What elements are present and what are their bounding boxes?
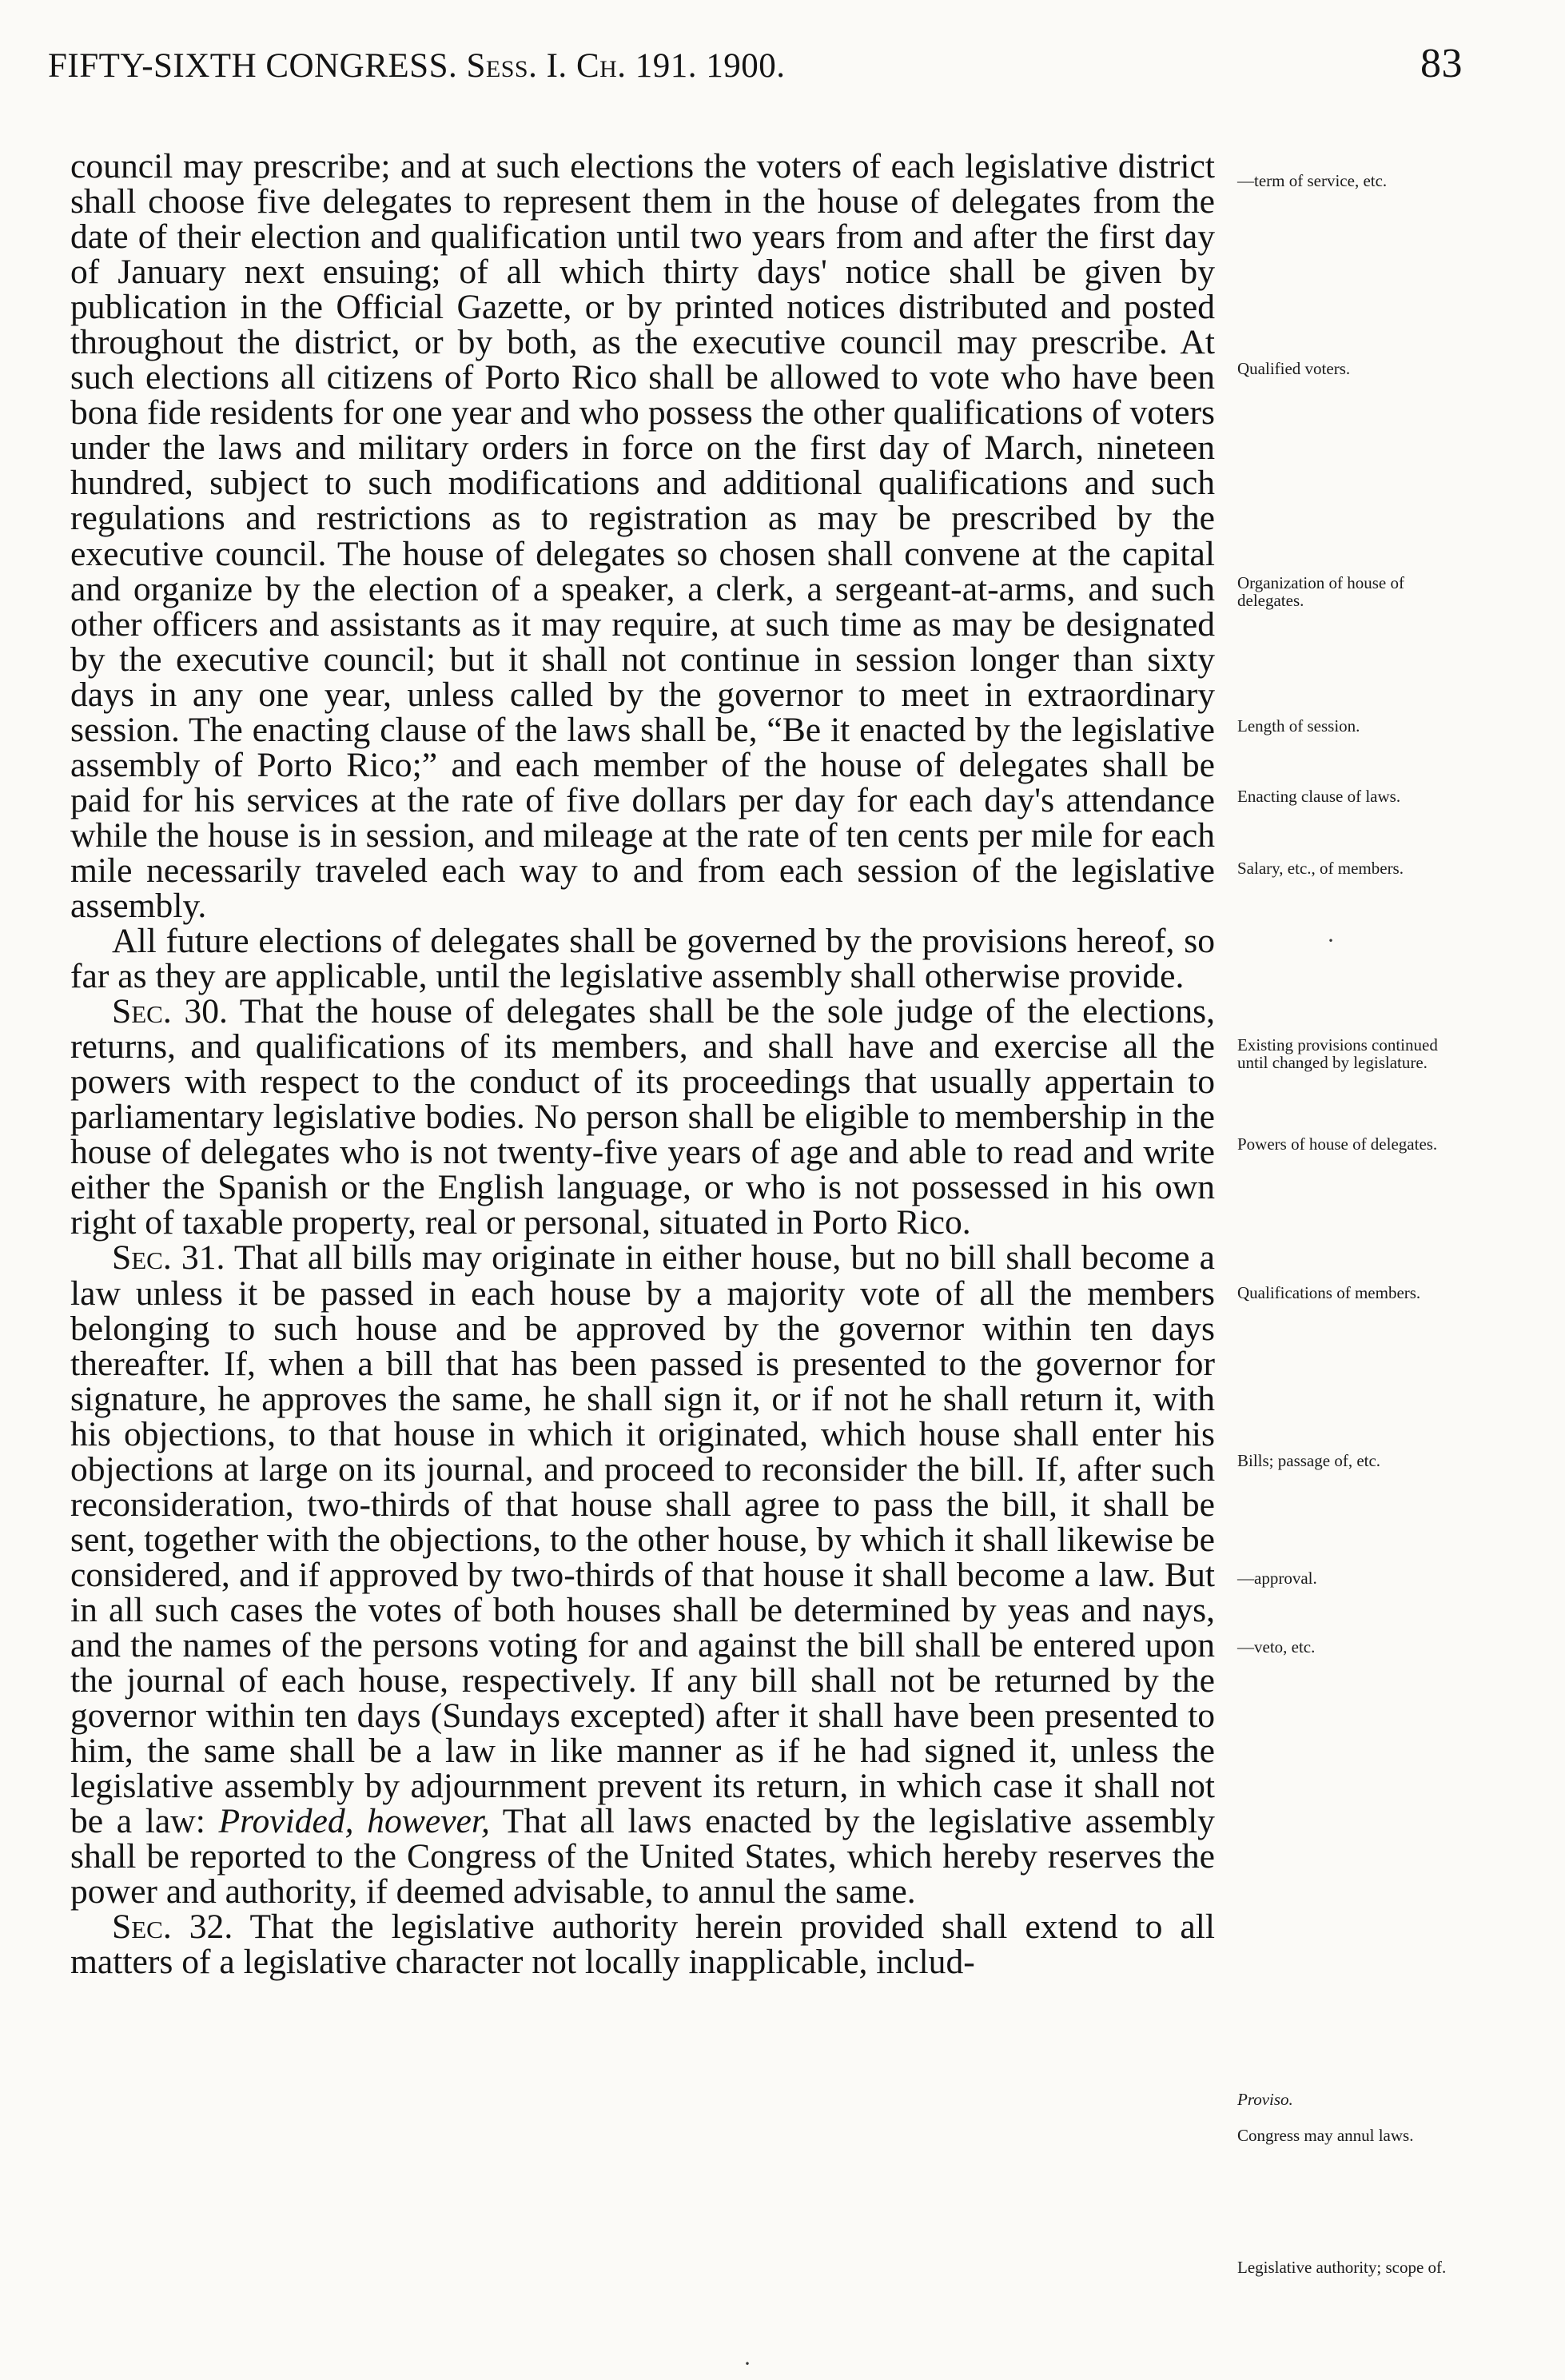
section-text: That the house of delegates shall be the sole judge of the elections, returns, and qualifications of its members, and shall have and exercise all the powers with respect to the conduct of its proceedings that usually appertain to parliamentary legislative bodies. No person shall be eligible to membership in the house of delegates who is not twenty-five years of age and able to read and write either the Spanish or the English language, or who is not possessed in his own right of taxable property, real or personal, situated in Porto Rico. <box>70 992 1215 1242</box>
side-note: —approval. <box>1237 1569 1317 1588</box>
side-note: Qualifications of members. <box>1237 1283 1421 1302</box>
page-number: 83 <box>1420 41 1463 86</box>
print-speck: · <box>743 2350 751 2377</box>
side-note: Powers of house of delegates. <box>1237 1134 1438 1154</box>
side-note: Organization of house of delegates. <box>1237 573 1404 610</box>
side-note: Existing provisions continued until changed by legislature. <box>1237 1035 1438 1072</box>
section-number: Sec. 30. <box>112 992 228 1031</box>
section-text: That all bills may originate in either house, but no bill shall become a law unless it be passed in each house by a majority vote of all the members belonging to such house and be approved by the governor within ten days thereafter. If, when a bill that has been passed is presented to the governor for signature, he approves the same, he shall sign it, or if not he shall return it, with his objections, to that house in which it originated, which house shall enter his objections at large on its journal, and proceed to reconsider the bill. If, after such reconsideration, two-thirds of that house shall agree to pass the bill, it shall be sent, together with the objections, to the other house, by which it shall likewise be considered, and if approved by two-thirds of that house it shall become a law. But in all such cases the votes of both houses shall be determined by yeas and nays, and the names of the persons voting for and against the bill shall be entered upon the journal of each house, respectively. If any bill shall not be returned by the governor within ten days (Sundays excepted) after it shall have been presented to him, the same shall be a law in like manner as if he had signed it, unless the legislative assembly by adjournment prevent its return, in which case it shall not be a law: <box>70 1238 1215 1841</box>
header-session: Sess. I. <box>466 47 567 85</box>
side-note: Salary, etc., of members. <box>1237 859 1404 878</box>
section-30 <box>70 994 1215 1240</box>
header-chapter: Ch. 191. <box>575 47 698 85</box>
paragraph-text: All future elections of delegates shall be governed by the provisions hereof, so far as they are applicable, until the legislative assembly shall otherwise provide. <box>70 922 1215 996</box>
running-header <box>48 41 1463 102</box>
side-note: Congress may annul laws. <box>1237 2126 1414 2145</box>
side-note: —term of service, etc. <box>1237 171 1388 190</box>
section-text-continued: That all laws enacted by the legislative assembly shall be reported to the Congress of the United States, which hereby reserves the power and authority, if deemed advisable, to annul the same. <box>70 1802 1215 1912</box>
section-number: Sec. 32. <box>112 1908 233 1947</box>
side-note: Length of session. <box>1237 716 1360 736</box>
side-note: Legislative authority; scope of. <box>1237 2258 1447 2277</box>
paragraph-text: council may prescribe; and at such elections the voters of each legislative district shall choose five delegates to represent them in the house of delegates from the date of their election and qualification until two years from and after the first day of January next ensuing; of all which thirty days' notice shall be given by publication in the Official Gazette, or by printed notices distributed and posted throughout the district, or by both, as the executive council may prescribe. At such elections all citizens of Porto Rico shall be allowed to vote who have been bona fide residents for one year and who possess the other qualifications of voters under the laws and military orders in force on the first day of March, nineteen hundred, subject to such modifications and additional qualifications and such regulations and restrictions as to registration as may be prescribed by the executive council. The house of delegates so chosen shall convene at the capital and organize by the election of a speaker, a clerk, a sergeant-at-arms, and such other officers and assistants as it may require, at such time as may be designated by the executive council; but it shall not continue in session longer than sixty days in any one year, unless called by the governor to meet in extraordinary session. The enacting clause of the laws shall be, “Be it enacted by the legislative assembly of Porto Rico;” and each member of the house of delegates shall be paid for his services at the rate of five dollars per day for each day's attendance while the house is in session, and mileage at the rate of ten cents per mile for each mile necessarily traveled each way to and from each session of the legislative assembly. <box>70 147 1215 925</box>
paragraph-future-elections <box>70 923 1215 994</box>
section-31 <box>70 1238 1215 1912</box>
side-note: Enacting clause of laws. <box>1237 787 1401 806</box>
paragraph-continuation <box>70 149 1215 923</box>
header-title <box>48 46 786 86</box>
main-text <box>70 147 1215 1982</box>
side-note: Proviso. <box>1237 2090 1293 2109</box>
side-note: Qualified voters. <box>1237 359 1351 378</box>
proviso-italic: Provided, however, <box>218 1802 490 1841</box>
section-text: That the legislative authority herein provided shall extend to all matters of a legislative character not locally inapplicable, includ- <box>70 1908 1215 1982</box>
side-note: Bills; passage of, etc. <box>1237 1451 1381 1470</box>
side-note: —veto, etc. <box>1237 1637 1316 1656</box>
print-speck: · <box>1327 927 1335 954</box>
header-year: 1900. <box>706 47 786 85</box>
section-32 <box>70 1908 1215 1982</box>
section-number: Sec. 31. <box>112 1238 225 1278</box>
header-congress: FIFTY-SIXTH CONGRESS. <box>48 47 458 85</box>
